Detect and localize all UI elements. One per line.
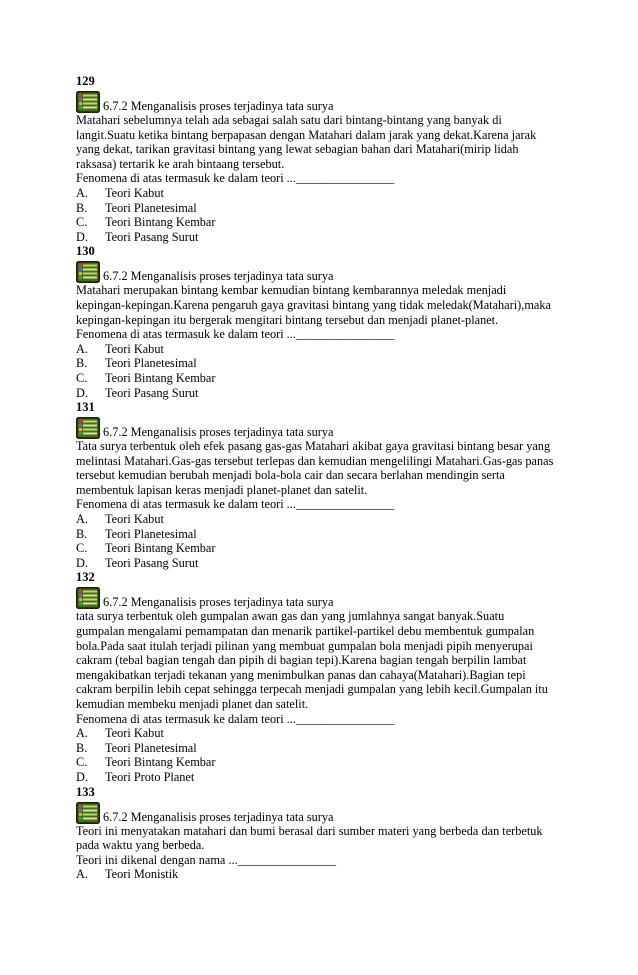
answer-option [76, 527, 576, 542]
question-text-line: Tata surya terbentuk oleh efek pasang gas-gas Matahari akibat gaya gravitasi bintang besar yang [76, 439, 551, 454]
option-letter: A. [76, 341, 88, 356]
question-header [76, 89, 576, 113]
answer-option [76, 186, 576, 201]
question-text-line: kemudian membeku menjadi planet dan satelit. [76, 697, 309, 711]
question-number: 129 [76, 74, 95, 88]
question-block [76, 244, 576, 400]
question-text-line: langit.Suatu ketika bintang berpapasan dengan Matahari dalam jarak yang dekat.Karena jarak [76, 127, 537, 142]
option-letter: C. [76, 541, 88, 556]
option-text: Teori Proto Planet [105, 769, 195, 784]
option-text: Teori Planetesimal [105, 526, 197, 541]
option-text: Teori Bintang Kembar [105, 541, 216, 556]
question-number: 133 [76, 784, 95, 799]
objective-list-icon [76, 261, 100, 283]
competency-code: 6.7.2 Menganalisis proses terjadinya tata surya [103, 595, 334, 610]
answer-option [76, 230, 576, 245]
question-text-line: tata surya terbentuk oleh gumpalan awan gas dan yang jumlahnya sangat banyak.Suatu [76, 609, 505, 624]
question-header [76, 585, 576, 609]
answer-option [76, 726, 576, 741]
answer-option [76, 755, 576, 770]
answer-option [76, 770, 576, 785]
answer-option [76, 215, 576, 230]
question-text-line: Teori ini menyatakan matahari dan bumi berasal dari sumber materi yang berbeda dan terbetuk [76, 823, 543, 838]
option-text: Teori Kabut [105, 341, 164, 356]
option-text: Teori Planetesimal [105, 740, 197, 755]
question-prompt: Fenomena di atas termasuk ke dalam teori ...________________ [76, 171, 395, 186]
question-text-line: tersebut kemudian berubah menjadi bola-bola cair dan secara berlahan mendingin serta [76, 468, 505, 483]
option-letter: B. [76, 200, 88, 215]
answer-option [76, 371, 576, 386]
objective-list-icon [76, 587, 100, 609]
question-text-line: kepingan-kepingan itu bergerak mengitari bintang tersebut dan menjadi planet-planet. [76, 312, 499, 327]
question-text-line: kepingan-kepingan.Karena pengaruh gaya gravitasi bintang yang tidak meledak(Matahari),maka [76, 297, 551, 312]
option-letter: B. [76, 526, 88, 541]
question-header [76, 415, 576, 439]
question-text-line: melintasi Matahari.Gas-gas tersebut terlepas dan kemudian mengelilingi Matahari.Gas-gas panas [76, 453, 554, 468]
question-block [76, 570, 576, 784]
question-text-line: pada waktu yang berbeda. [76, 838, 205, 853]
option-letter: D. [76, 385, 88, 400]
question-block [76, 74, 576, 244]
question-text-line: raksasa) tertarik ke arah bintaang tersebut. [76, 156, 285, 171]
option-text: Teori Monistik [105, 867, 179, 882]
question-text-line: mengakibatkan terjadi tekanan yang menimbulkan panas dan cahaya(Matahari).Bagian tepi [76, 667, 526, 682]
answer-option [76, 356, 576, 371]
option-letter: A. [76, 185, 88, 200]
option-letter: C. [76, 215, 88, 230]
competency-code: 6.7.2 Menganalisis proses terjadinya tata surya [103, 269, 334, 284]
question-block [76, 785, 576, 882]
question-number: 132 [76, 570, 95, 585]
answer-option [76, 741, 576, 756]
question-prompt: Fenomena di atas termasuk ke dalam teori ...________________ [76, 497, 395, 512]
option-text: Teori Planetesimal [105, 356, 197, 371]
option-letter: A. [76, 512, 88, 527]
answer-option [76, 386, 576, 401]
question-number: 131 [76, 400, 95, 415]
option-text: Teori Bintang Kembar [105, 755, 216, 770]
option-text: Teori Pasang Surut [105, 229, 199, 244]
answer-option [76, 541, 576, 556]
option-text: Teori Pasang Surut [105, 555, 199, 570]
answer-option [76, 867, 576, 882]
option-letter: B. [76, 356, 88, 371]
competency-code: 6.7.2 Menganalisis proses terjadinya tata surya [103, 425, 334, 440]
option-text: Teori Kabut [105, 512, 164, 527]
objective-list-icon [76, 417, 100, 439]
competency-code: 6.7.2 Menganalisis proses terjadinya tata surya [103, 99, 334, 113]
answer-option [76, 556, 576, 571]
question-text-line: yang dekat, tarikan gravitasi bintang yang lewat sebagian bahan dari Matahari(mirip lidah [76, 142, 519, 157]
option-text: Teori Kabut [105, 726, 164, 741]
option-letter: B. [76, 740, 88, 755]
option-text: Teori Pasang Surut [105, 385, 199, 400]
question-text-line: cakram (tebal bagian tengah dan pipih di bagian tepi).Karena bagian tengah berpilin lambat [76, 653, 527, 668]
option-text: Teori Planetesimal [105, 200, 197, 215]
answer-option [76, 342, 576, 357]
option-letter: D. [76, 229, 88, 244]
option-text: Teori Bintang Kembar [105, 215, 216, 230]
question-text-line: Matahari merupakan bintang kembar kemudian bintang kembarannya meledak menjadi [76, 283, 507, 298]
question-prompt: Teori ini dikenal dengan nama ...________________ [76, 852, 337, 867]
option-letter: D. [76, 769, 88, 784]
question-prompt: Fenomena di atas termasuk ke dalam teori ...________________ [76, 711, 395, 726]
question-text-line: cakram berpilin lebih cepat sehingga terpecah menjadi gumpalan yang lebih kecil.Gumpalan itu [76, 682, 548, 697]
question-text-line: bola.Pada saat itulah terjadi pilinan yang membuat gumpalan bola menjadi pipih menyerupai [76, 638, 533, 653]
objective-list-icon [76, 91, 100, 113]
question-number: 130 [76, 244, 95, 259]
question-header [76, 800, 576, 824]
option-letter: C. [76, 755, 88, 770]
option-letter: A. [76, 726, 88, 741]
document-page [76, 74, 576, 882]
question-text-line: membentuk lapisan keras menjadi planet-planet dan satelit. [76, 482, 368, 497]
option-text: Teori Bintang Kembar [105, 370, 216, 385]
answer-option [76, 512, 576, 527]
option-letter: D. [76, 555, 88, 570]
question-header [76, 259, 576, 283]
objective-list-icon [76, 802, 100, 824]
answer-option [76, 201, 576, 216]
question-text-line: Matahari sebelumnya telah ada sebagai salah satu dari bintang-bintang yang banyak di [76, 113, 502, 127]
question-block [76, 400, 576, 570]
question-text-line: gumpalan mengalami pemampatan dan menarik partikel-partikel debu membentuk gumpalan [76, 624, 535, 639]
option-letter: A. [76, 867, 88, 882]
competency-code: 6.7.2 Menganalisis proses terjadinya tata surya [103, 809, 334, 824]
option-letter: C. [76, 370, 88, 385]
option-text: Teori Kabut [105, 185, 164, 200]
question-prompt: Fenomena di atas termasuk ke dalam teori ...________________ [76, 327, 395, 342]
